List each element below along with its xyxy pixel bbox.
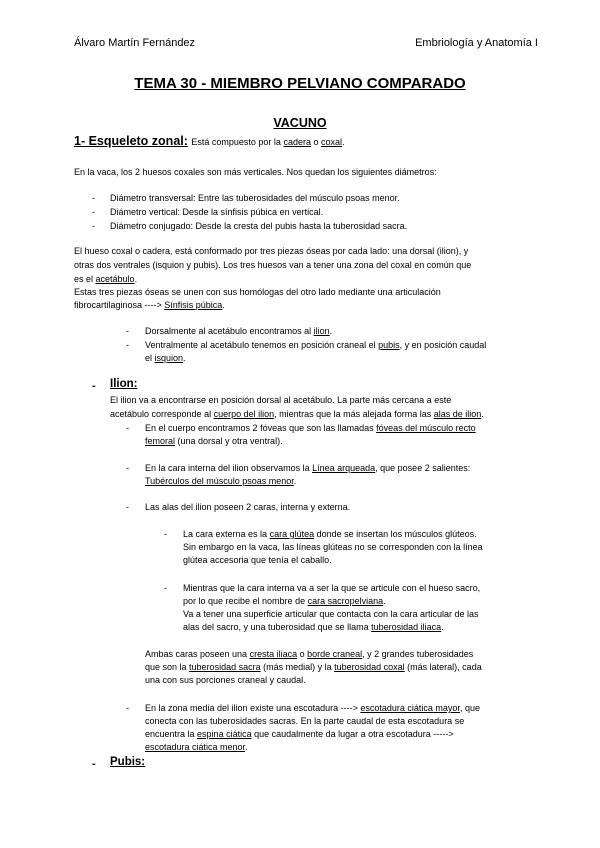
heading-dash: -	[92, 758, 96, 770]
sub-list-item-continuation: Sin embargo en la vaca, las líneas glúteas no se corresponden con la línea	[183, 542, 483, 552]
section-subtitle: VACUNO	[273, 116, 327, 130]
bullet-dash: -	[92, 221, 95, 231]
paragraph-line: acetábulo corresponde al cuerpo del ilion, mientras que la más alejada forma las alas de ilion.	[110, 409, 484, 419]
sub-list-item-continuation: Va a tener una superficie articular que contacta con la cara articular de las	[183, 609, 479, 619]
header-author: Álvaro Martín Fernández	[74, 37, 196, 49]
list-item: Diámetro transversal: Entre las tuberosidades del músculo psoas menor.	[110, 193, 400, 203]
list-item: En la cara interna del ilion observamos la Línea arqueada, que posee 2 salientes:	[145, 463, 471, 473]
sub-list-item: Mientras que la cara interna va a ser la que se articule con el hueso sacro,	[183, 583, 481, 593]
paragraph-line: una con sus porciones craneal y caudal.	[145, 675, 306, 685]
paragraph-line: El hueso coxal o cadera, está conformado por tres piezas óseas por cada lado: una dorsal (ilion), y	[74, 246, 469, 256]
sub-list-item-continuation: por lo que recibe el nombre de cara sacropelviana.	[183, 596, 386, 606]
list-item: Diámetro conjugado: Desde la cresta del pubis hasta la tuberosidad sacra.	[110, 221, 408, 231]
pubis-heading: Pubis:	[110, 756, 146, 768]
bullet-dash: -	[126, 326, 129, 336]
page-title: TEMA 30 - MIEMBRO PELVIANO COMPARADO	[134, 75, 466, 92]
list-item-continuation: Tubérculos del músculo psoas menor.	[145, 476, 297, 486]
bullet-dash: -	[126, 502, 129, 512]
sub-list-item-continuation: alas del sacro, y una tuberosidad que se llama tuberosidad iliaca.	[183, 622, 444, 632]
bullet-dash: -	[126, 703, 129, 713]
list-item: Dorsalmente al acetábulo encontramos al ilion.	[145, 326, 333, 336]
list-item-continuation: escotadura ciática menor.	[145, 742, 248, 752]
paragraph-line: El ilion va a encontrarse en posición dorsal al acetábulo. La parte más cercana a este	[110, 395, 452, 405]
paragraph-line: que son la tuberosidad sacra (más medial) y la tuberosidad coxal (más lateral), cada	[145, 662, 482, 672]
sub-list-item: La cara externa es la cara glútea donde se insertan los músculos glúteos.	[183, 529, 477, 539]
paragraph-line: es el acetábulo.	[74, 274, 138, 284]
paragraph-line: Ambas caras poseen una cresta iliaca o borde craneal, y 2 grandes tuberosidades	[145, 649, 474, 659]
section-heading: 1- Esqueleto zonal: Está compuesto por la cadera o coxal.	[74, 134, 345, 148]
list-item: En la zona media del ilion existe una escotadura ----> escotadura ciática mayor, que	[145, 703, 480, 713]
bullet-dash: -	[164, 529, 167, 539]
paragraph-line: fibrocartilaginosa ----> Sínfisis púbica.	[74, 300, 225, 310]
paragraph-line: otras dos ventrales (isquion y pubis). Los tres huesos van a tener una zona del coxal en común que	[74, 260, 472, 270]
bullet-dash: -	[164, 583, 167, 593]
header-course: Embriología y Anatomía I	[415, 37, 538, 49]
ilion-heading: Ilion:	[110, 378, 138, 390]
list-item: Diámetro vertical: Desde la sínfisis púbica en vertical.	[110, 207, 324, 217]
list-item: Las alas del ilion poseen 2 caras, interna y externa.	[145, 502, 351, 512]
section-intro: Está compuesto por la cadera o coxal.	[191, 137, 345, 147]
list-item-continuation: femoral (una dorsal y otra ventral).	[145, 436, 283, 446]
bullet-dash: -	[126, 423, 129, 433]
paragraph: En la vaca, los 2 huesos coxales son más verticales. Nos quedan los siguientes diámetros:	[74, 167, 437, 177]
bullet-dash: -	[126, 463, 129, 473]
bullet-dash: -	[126, 340, 129, 350]
paragraph-line: Estas tres piezas óseas se unen con sus homólogas del otro lado mediante una articulación	[74, 287, 441, 297]
list-item: En el cuerpo encontramos 2 fóveas que son las llamadas fóveas del músculo recto	[145, 423, 476, 433]
list-item: Ventralmente al acetábulo tenemos en posición craneal el pubis, y en posición caudal	[145, 340, 487, 350]
sub-list-item-continuation: glútea accesoria que tenía el caballo.	[183, 555, 332, 565]
list-item-continuation: conecta con las tuberosidades sacras. En la parte caudal de esta escotadura se	[145, 716, 465, 726]
list-item-continuation: el isquion.	[145, 353, 186, 363]
list-item-continuation: encuentra la espina ciática que caudalmente da lugar a otra escotadura ----->	[145, 729, 454, 739]
heading-dash: -	[92, 380, 96, 392]
bullet-dash: -	[92, 207, 95, 217]
bullet-dash: -	[92, 193, 95, 203]
